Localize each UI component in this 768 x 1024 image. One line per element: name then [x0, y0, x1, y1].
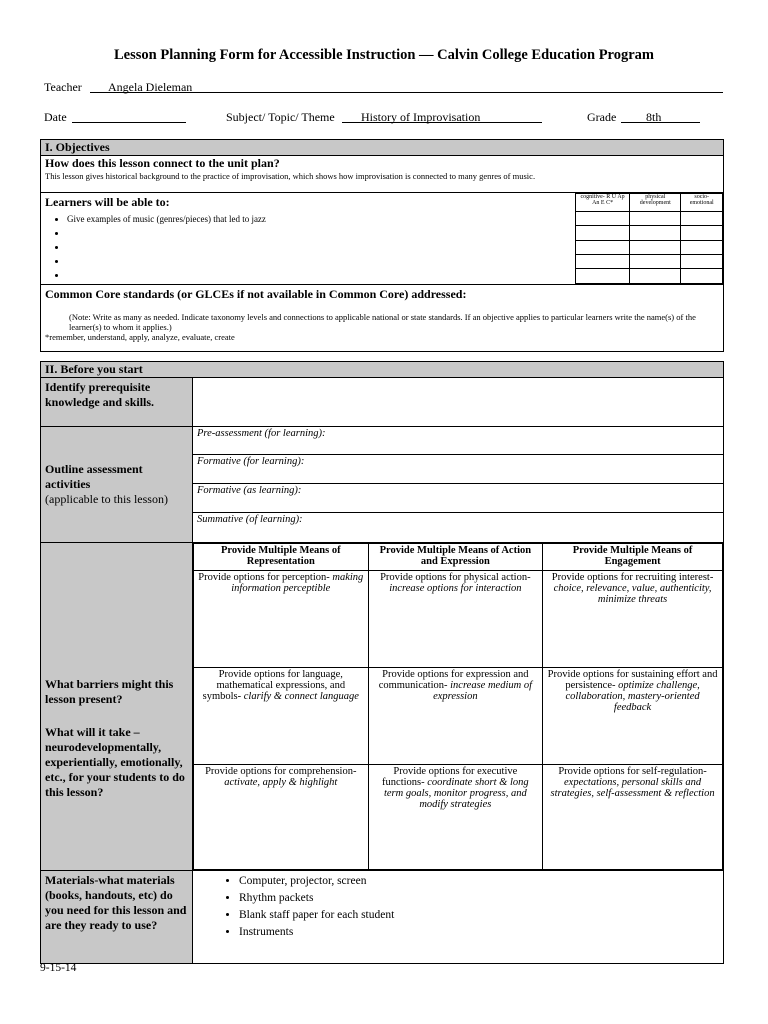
udl-italic-text: making information perceptible [231, 572, 364, 594]
udl-italic-text: increase medium of expression [433, 680, 532, 702]
taxonomy-cell[interactable] [681, 240, 723, 254]
learners-label: Learners will be able to: [45, 195, 170, 209]
taxonomy-cell[interactable] [681, 254, 723, 268]
udl-italic-text: choice, relevance, value, authenticity, minimize threats [553, 583, 712, 605]
assessment-sublabel: (applicable to this lesson) [45, 492, 168, 506]
taxonomy-cell[interactable] [630, 240, 681, 254]
udl-header-representation: Provide Multiple Means of Representation [194, 544, 369, 571]
udl-italic-text: expectations, personal skills and strategies, self-assessment & reflection [550, 777, 715, 799]
material-item[interactable]: • Blank staff paper for each student [239, 907, 719, 924]
assessment-label-cell [41, 427, 193, 543]
prereq-value[interactable] [193, 378, 724, 427]
unit-connection-answer[interactable]: This lesson gives historical background to the practice of improvisation, which shows how improvisation is connected to many genres of music. [45, 171, 536, 181]
taxonomy-cell[interactable] [576, 269, 630, 284]
standards-cell [41, 285, 724, 352]
udl-italic-text: coordinate short & long term goals, monitor progress, and modify strategies [383, 777, 529, 810]
taxonomy-footnote: *remember, understand, apply, analyze, evaluate, create [45, 332, 235, 342]
material-item[interactable]: • Computer, projector, screen [239, 873, 719, 890]
subject-value[interactable]: History of Improvisation [361, 110, 481, 124]
formative-for-learning-field[interactable]: Formative (for learning): [193, 455, 723, 484]
taxonomy-cell[interactable] [576, 226, 630, 240]
udl-plain-text: Provide options for sustaining effort and persistence- [547, 669, 718, 691]
udl-plain-text: Provide options for comprehension- [205, 766, 357, 777]
materials-cell [193, 871, 724, 964]
taxonomy-cell[interactable] [576, 254, 630, 268]
udl-plain-text: Provide options for perception- [198, 572, 330, 583]
taxonomy-cell[interactable] [630, 269, 681, 284]
taxonomy-cell[interactable] [630, 226, 681, 240]
pre-assessment-field[interactable]: Pre-assessment (for learning): [193, 427, 723, 455]
material-item[interactable]: • Rhythm packets [239, 890, 719, 907]
grade-value[interactable]: 8th [646, 110, 662, 124]
taxonomy-grid [575, 193, 723, 284]
assessment-label: Outline assessment activities [45, 462, 143, 491]
taxonomy-cell[interactable] [630, 254, 681, 268]
unit-connection-cell [41, 156, 724, 193]
barriers-question-2: What will it take – neurodevelopmentally, experientially, emotionally, etc., for your students to do this lesson? [45, 725, 185, 799]
before-you-start-table [40, 361, 724, 964]
udl-plain-text: Provide options for executive functions- [382, 766, 518, 788]
udl-plain-text: Provide options for self-regulation- [558, 766, 707, 777]
udl-cell-language[interactable] [194, 668, 369, 765]
grade-label: Grade [587, 110, 617, 124]
udl-cell-recruiting-interest[interactable] [543, 571, 723, 668]
udl-cell-self-regulation[interactable] [543, 765, 723, 870]
teacher-label: Teacher [44, 80, 82, 94]
udl-header-engagement: Provide Multiple Means of Engagement [543, 544, 723, 571]
formative-as-learning-field[interactable]: Formative (as learning): [193, 484, 723, 513]
udl-cell-executive-functions[interactable] [368, 765, 543, 870]
udl-italic-text: increase options for interaction [389, 583, 522, 594]
material-item[interactable]: • Instruments [239, 924, 719, 941]
learner-objective-5[interactable] [67, 268, 571, 282]
taxonomy-cell[interactable] [681, 226, 723, 240]
udl-cell-comprehension[interactable] [194, 765, 369, 870]
objectives-section-title: I. Objectives [41, 140, 724, 156]
udl-cell-expression-communication[interactable] [368, 668, 543, 765]
standards-label: Common Core standards (or GLCEs if not available in Common Core) addressed: [45, 287, 467, 301]
footer-date: 9-15-14 [40, 962, 77, 974]
prereq-label: Identify prerequisite knowledge and skills. [41, 378, 193, 427]
learner-objective-2[interactable] [67, 226, 571, 240]
assessment-list-cell [193, 427, 724, 543]
udl-cell-physical-action[interactable] [368, 571, 543, 668]
taxonomy-cell[interactable] [576, 211, 630, 225]
udl-grid [193, 543, 723, 870]
learner-objectives-list [45, 212, 571, 282]
date-underline [72, 122, 186, 123]
objectives-note: (Note: Write as many as needed. Indicate taxonomy levels and connections to applicable national or state standards. If an objective applies to particular learners write the name(s) of the learner(s) to whom it applies.) [69, 312, 696, 332]
udl-plain-text: Provide options for physical action- [380, 572, 531, 583]
taxonomy-header-cognitive: cognitive- R U Ap An E C* [576, 194, 630, 212]
page-title: Lesson Planning Form for Accessible Instruction — Calvin College Education Program [114, 47, 654, 63]
udl-italic-text: optimize challenge, collaboration, mastery-oriented feedback [565, 680, 700, 713]
udl-plain-text: Provide options for recruiting interest- [551, 572, 714, 583]
barriers-label-cell [41, 543, 193, 871]
taxonomy-cell[interactable] [681, 211, 723, 225]
learner-objective-4[interactable] [67, 254, 571, 268]
udl-italic-text: activate, apply & highlight [224, 777, 338, 788]
taxonomy-header-socio: socio- emotional [681, 194, 723, 212]
udl-plain-text: Provide options for expression and communication- [378, 669, 529, 691]
udl-cell-perception[interactable] [194, 571, 369, 668]
learner-objective-3[interactable] [67, 240, 571, 254]
summative-field[interactable]: Summative (of learning): [197, 514, 303, 525]
udl-header-action-expression: Provide Multiple Means of Action and Expression [368, 544, 543, 571]
udl-italic-text: clarify & connect language [243, 691, 359, 702]
unit-connection-question: How does this lesson connect to the unit plan? [45, 156, 280, 170]
learners-cell [41, 193, 724, 285]
date-label: Date [44, 110, 67, 124]
learner-objective-1[interactable]: • Give examples of music (genres/pieces) that led to jazz [67, 212, 571, 226]
materials-list [197, 873, 719, 941]
udl-cell [193, 543, 724, 871]
objectives-table [40, 139, 724, 352]
before-section-title: II. Before you start [41, 362, 724, 378]
materials-label: Materials-what materials (books, handouts, etc) do you need for this lesson and are they ready to use? [41, 871, 193, 964]
standards-value[interactable] [45, 302, 719, 312]
teacher-value[interactable]: Angela Dieleman [108, 80, 193, 94]
taxonomy-cell[interactable] [681, 269, 723, 284]
taxonomy-cell[interactable] [630, 211, 681, 225]
subject-label: Subject/ Topic/ Theme [226, 110, 335, 124]
udl-plain-text: Provide options for language, mathematical expressions, and symbols- [202, 669, 346, 702]
udl-cell-sustaining-effort[interactable] [543, 668, 723, 765]
taxonomy-cell[interactable] [576, 240, 630, 254]
taxonomy-header-physical: physical development [630, 194, 681, 212]
learners-list-area [41, 193, 575, 284]
barriers-question-1: What barriers might this lesson present? [45, 677, 174, 706]
